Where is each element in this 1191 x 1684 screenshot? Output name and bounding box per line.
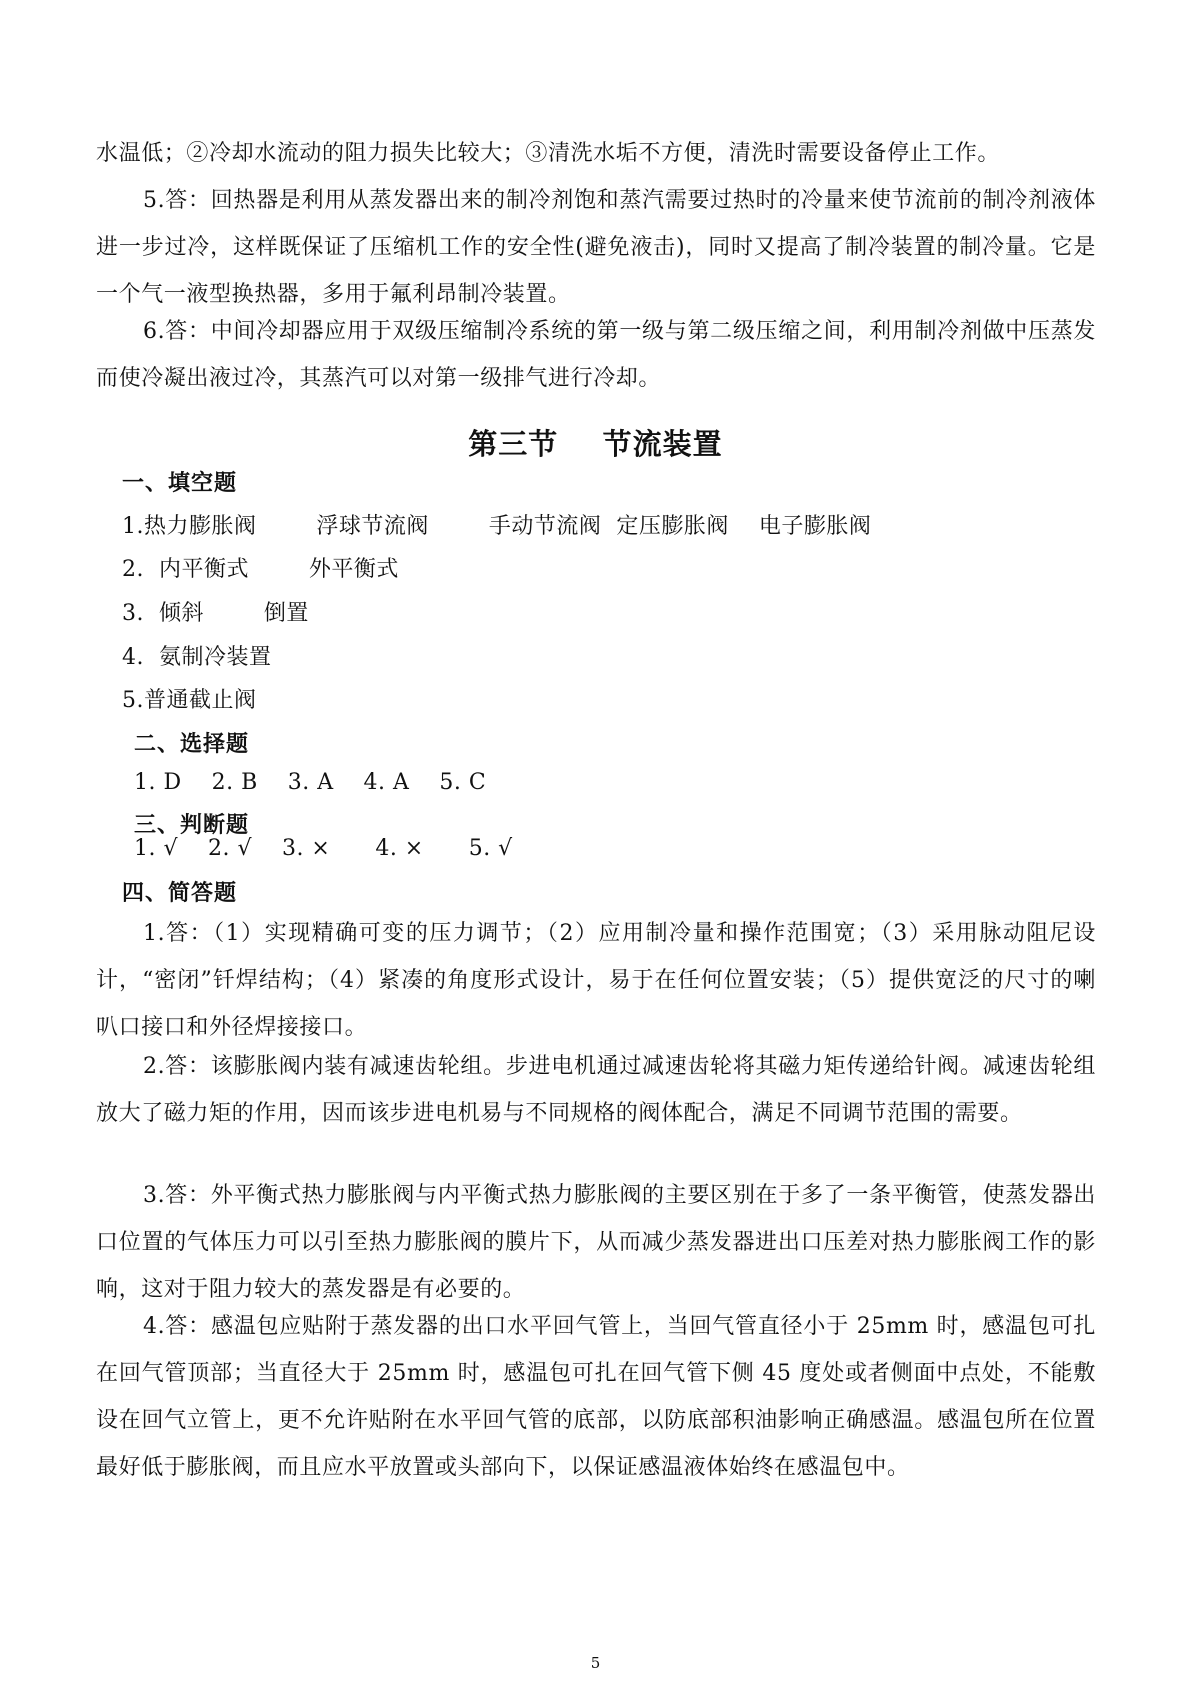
fill-blank-item-1: 1.热力膨胀阀 浮球节流阀 手动节流阀 定压膨胀阀 电子膨胀阀 bbox=[122, 514, 872, 539]
answer-paragraph-6: 6.答：中间冷却器应用于双级压缩制冷系统的第一级与第二级压缩之间，利用制冷剂做中压蒸发而使冷凝出液过冷，其蒸汽可以对第一级排气进行冷却。 bbox=[96, 319, 1096, 391]
fill-blank-item-5: 5.普通截止阀 bbox=[122, 688, 257, 713]
page-number: 5 bbox=[590, 1654, 601, 1672]
choice-heading: 二、选择题 bbox=[134, 731, 250, 757]
choice-answers: 1. D 2. B 3. A 4. A 5. C bbox=[134, 770, 487, 795]
fill-blank-item-3: 3. 倾斜 倒置 bbox=[122, 601, 309, 626]
fill-blank-heading: 一、填空题 bbox=[122, 470, 238, 496]
fill-blank-item-4: 4. 氨制冷装置 bbox=[122, 645, 272, 670]
answer-paragraph-5: 5.答：回热器是利用从蒸发器出来的制冷剂饱和蒸汽需要过热时的冷量来使节流前的制冷剂液体进一步过冷，这样既保证了压缩机工作的安全性(避免液击)，同时又提高了制冷装置的制冷量。它是一个气一液型换热器，多用于氟利昂制冷装置。 bbox=[96, 188, 1096, 307]
short-answer-1: 1.答：（1）实现精确可变的压力调节；（2）应用制冷量和操作范围宽；（3）采用脉动阻尼设计，“密闭”钎焊结构；（4）紧凑的角度形式设计，易于在任何位置安装；（5）提供宽泛的尺寸的喇叭口接口和外径焊接接口。 bbox=[96, 921, 1096, 1040]
short-answer-heading: 四、简答题 bbox=[122, 880, 238, 906]
fill-blank-item-2: 2. 内平衡式 外平衡式 bbox=[122, 557, 399, 582]
section-title: 第三节 节流装置 bbox=[468, 427, 723, 461]
short-answer-4: 4.答：感温包应贴附于蒸发器的出口水平回气管上，当回气管直径小于 25mm 时，感温包可扎在回气管顶部；当直径大于 25mm 时，感温包可扎在回气管下侧 45 度处或者侧面中点处，不能敷设在回气立管上，更不允许贴附在水平回气管的底部，以防底部积油影响正确感温。感温包所在位置最好低于膨胀阀，而且应水平放置或头部向下，以保证感温液体始终在感温包中。 bbox=[96, 1314, 1096, 1480]
short-answer-3: 3.答：外平衡式热力膨胀阀与内平衡式热力膨胀阀的主要区别在于多了一条平衡管，使蒸发器出口位置的气体压力可以引至热力膨胀阀的膜片下，从而减少蒸发器进出口压差对热力膨胀阀工作的影响，这对于阻力较大的蒸发器是有必要的。 bbox=[96, 1183, 1096, 1302]
judgment-answers: 1. √ 2. √ 3. × 4. × 5. √ bbox=[134, 836, 513, 861]
carryover-paragraph: 水温低；②冷却水流动的阻力损失比较大；③清洗水垢不方便，清洗时需要设备停止工作。 bbox=[96, 141, 1001, 166]
short-answer-2: 2.答：该膨胀阀内装有减速齿轮组。步进电机通过减速齿轮将其磁力矩传递给针阀。减速齿轮组放大了磁力矩的作用，因而该步进电机易与不同规格的阀体配合，满足不同调节范围的需要。 bbox=[96, 1054, 1096, 1126]
judgment-heading: 三、判断题 bbox=[134, 812, 250, 838]
